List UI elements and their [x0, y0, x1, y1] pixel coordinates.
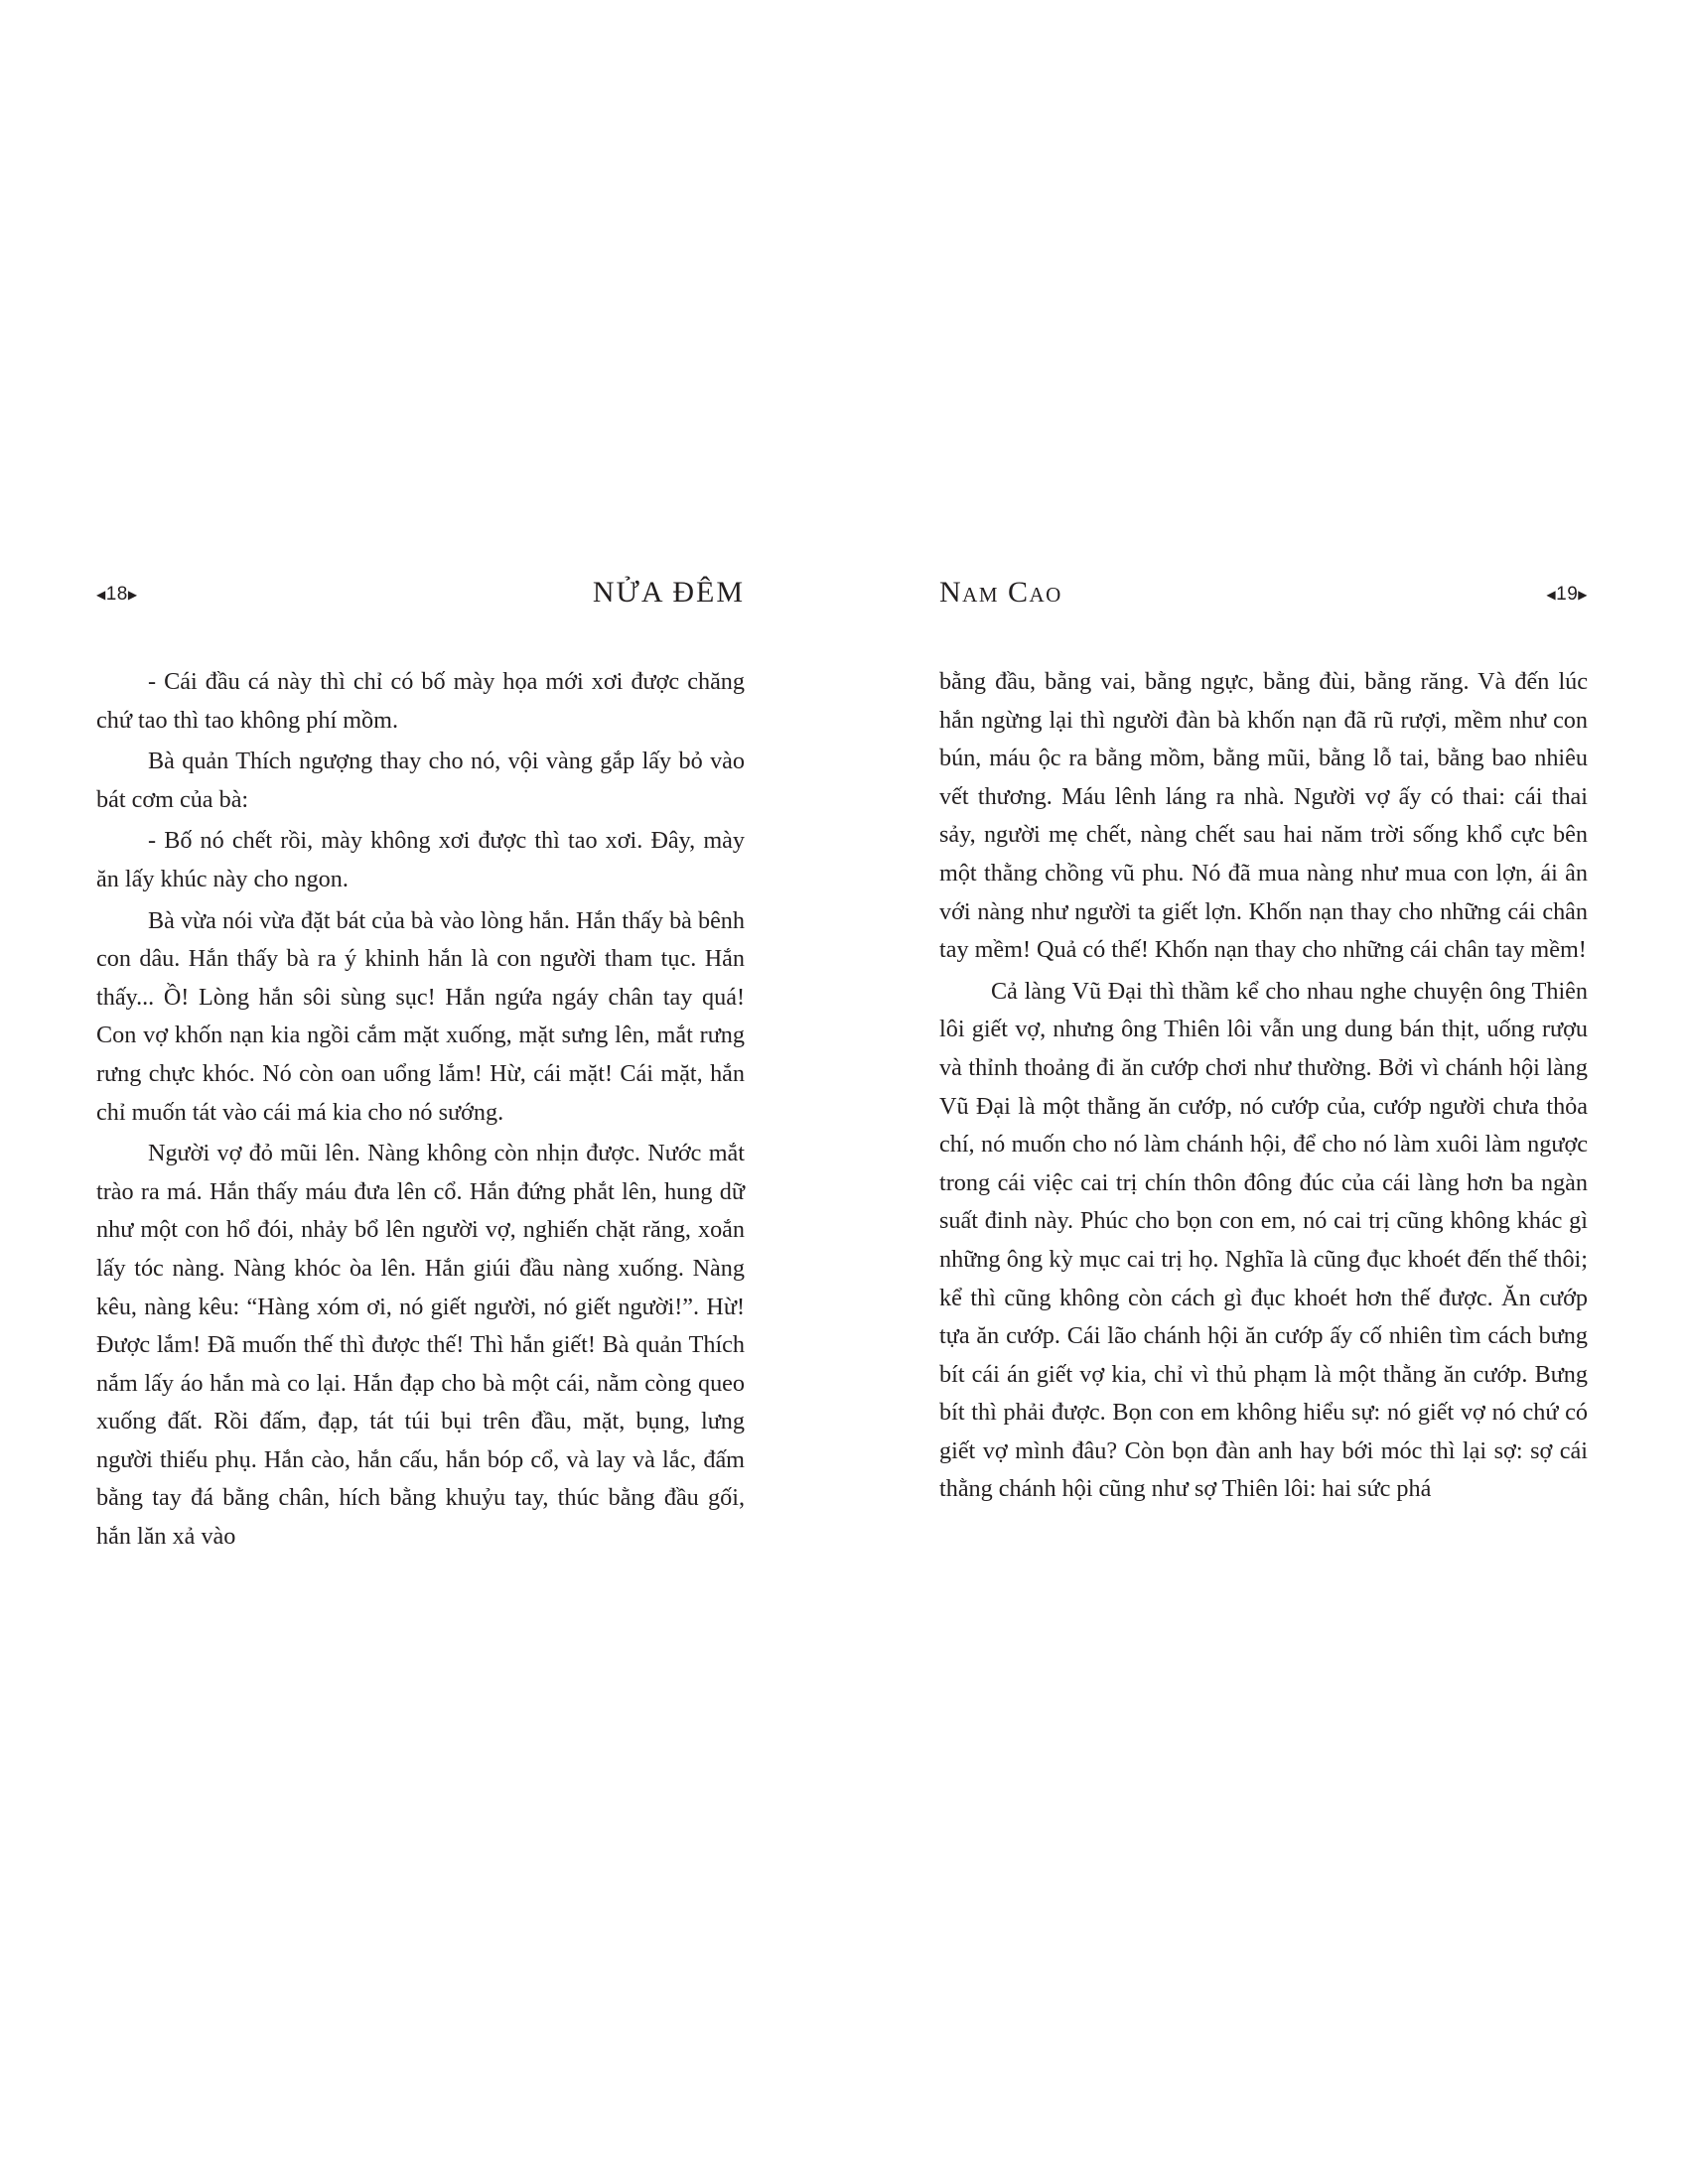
- running-title-left: NỬA ĐÊM: [592, 576, 745, 609]
- running-title-right: Nam Cao: [939, 576, 1062, 609]
- paragraph: Bà vừa nói vừa đặt bát của bà vào lòng hắn. Hắn thấy bà bênh con dâu. Hắn thấy bà ra ý khinh hắn là con người tham tục. Hắn thấy... Ồ! Lòng hắn sôi sùng sục! Hắn ngứa ngáy chân tay quá! Con vợ khốn nạn kia ngồi cắm mặt xuống, mặt sưng lên, mắt rưng rưng chực khóc. Nó còn oan uổng lắm! Hừ, cái mặt! Cái mặt, hắn chỉ muốn tát vào cái má kia cho nó sướng.: [96, 906, 745, 1126]
- paragraph: - Cái đầu cá này thì chỉ có bố mày họa mới xơi được chăng chứ tao thì tao không phí mồm.: [96, 668, 745, 734]
- left-page-header: [96, 574, 745, 617]
- paragraph: - Bố nó chết rồi, mày không xơi được thì tao xơi. Đây, mày ăn lấy khúc này cho ngon.: [96, 827, 745, 892]
- triangle-right-icon: ▶: [1578, 588, 1588, 602]
- right-page: [939, 574, 1588, 1512]
- right-page-body: [939, 663, 1588, 1509]
- paragraph-continued: bằng đầu, bằng vai, bằng ngực, bằng đùi, bằng răng. Và đến lúc hắn ngừng lại thì người đàn bà khốn nạn đã rũ rượi, mềm như con bún, máu ộc ra bằng mồm, bằng mũi, bằng lỗ tai, bằng bao nhiêu vết thương. Máu lênh láng ra nhà. Người vợ ấy có thai: cái thai sảy, người mẹ chết, nàng chết sau hai năm trời sống khổ cực bên một thằng chồng vũ phu. Nó đã mua nàng như mua con lợn, ái ân với nàng như người ta giết lợn. Khốn nạn thay cho những cái chân tay mềm! Quả có thế! Khốn nạn thay cho những cái chân tay mềm!: [939, 668, 1588, 964]
- page-number-left-value: 18: [105, 584, 128, 605]
- triangle-left-icon: ◀: [96, 588, 106, 602]
- paragraph: Bà quản Thích ngượng thay cho nó, vội vàng gắp lấy bỏ vào bát cơm của bà:: [96, 748, 745, 813]
- triangle-right-icon: ▶: [127, 588, 138, 602]
- right-page-header: [939, 574, 1588, 617]
- page-number-left: [96, 584, 138, 606]
- paragraph: Cả làng Vũ Đại thì thầm kể cho nhau nghe chuyện ông Thiên lôi giết vợ, nhưng ông Thiên lôi vẫn ung dung bán thịt, uống rượu và thỉnh thoảng đi ăn cướp chơi như thường. Bởi vì chánh hội làng Vũ Đại là một thằng ăn cướp, nó cướp của, cướp người chưa thỏa chí, nó muốn cho nó làm chánh hội, để cho nó làm xuôi làm ngược trong cái việc cai trị chín thôn đông đúc của cái làng hơn ba ngàn suất đinh này. Phúc cho bọn con em, nó cai trị cũng không khác gì những ông kỳ mục cai trị họ. Nghĩa là cũng đục khoét đến thế thôi; kể thì cũng không còn cách gì đục khoét hơn thế được. Ăn cướp tựa ăn cướp. Cái lão chánh hội ăn cướp ấy cố nhiên tìm cách bưng bít cái án giết vợ kia, chỉ vì thủ phạm là một thằng ăn cướp. Bưng bít thì phải được. Bọn con em không hiểu sự: nó giết vợ nó chứ có giết vợ mình đâu? Còn bọn đàn anh hay bới móc thì lại sợ: sợ cái thằng chánh hội cũng như sợ Thiên lôi: hai sức phá: [939, 977, 1588, 1503]
- triangle-left-icon: ◀: [1546, 588, 1557, 602]
- paragraph: Người vợ đỏ mũi lên. Nàng không còn nhịn được. Nước mắt trào ra má. Hắn thấy máu đưa lên cổ. Hắn đứng phắt lên, hung dữ như một con hổ đói, nhảy bổ lên người vợ, nghiến chặt răng, xoắn lấy tóc nàng. Nàng khóc òa lên. Hắn giúi đầu nàng xuống. Nàng kêu, nàng kêu: “Hàng xóm ơi, nó giết người, nó giết người!”. Hừ! Được lắm! Đã muốn thế thì được thế! Thì hắn giết! Bà quản Thích nắm lấy áo hắn mà co lại. Hắn đạp cho bà một cái, nằm còng queo xuống đất. Rồi đấm, đạp, tát túi bụi trên đầu, mặt, bụng, lưng người thiếu phụ. Hắn cào, hắn cấu, hắn bóp cổ, và lay và lắc, đấm bằng tay đá bằng chân, hích bằng khuỷu tay, thúc bằng đầu gối, hắn lăn xả vào: [96, 1140, 745, 1551]
- left-page: [96, 574, 745, 1560]
- page-number-right: [1546, 584, 1588, 606]
- left-page-body: [96, 663, 745, 1557]
- page-number-right-value: 19: [1556, 584, 1579, 605]
